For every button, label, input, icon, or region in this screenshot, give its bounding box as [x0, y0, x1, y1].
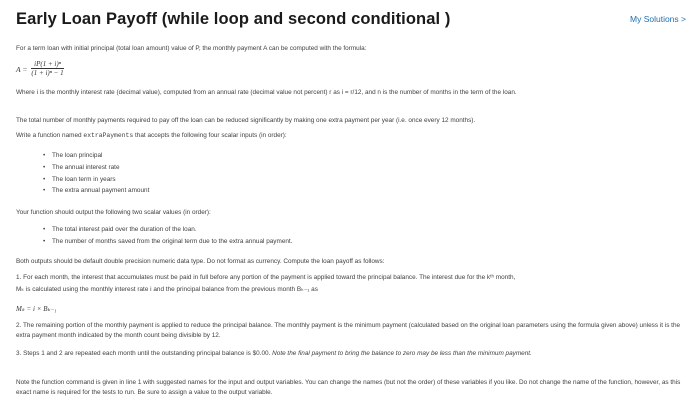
list-item: • The number of months saved from the original term due to the extra annual payment. — [52, 236, 293, 248]
where-text: Where i is the monthly interest rate (decimal value), computed from an annual rate (decimal value not percent) r as i = r/12, and n is the number of months in the term of the loan. — [16, 89, 517, 96]
step-3-text — [16, 349, 684, 359]
final-note-text: Note the function command is given in line 1 with suggested names for the input and output variables. You can change the names (but not the order) of these variables if you like. Do not change the name of the function, however, as this exact name is required for the tests to run. Be sure to assign a value to the output variable. — [16, 379, 681, 396]
my-solutions-link[interactable]: My Solutions > — [630, 14, 686, 24]
list-item: • The extra annual payment amount — [52, 185, 149, 197]
step-3-note: Note the final payment to bring the balance to zero may be less than the minimum payment. — [272, 350, 532, 357]
step-1-line-1: 1. For each month, the interest that accumulates must be paid in full before any portion of the payment is applied toward the principal balance. The interest due for the kᵗʰ month, — [16, 274, 516, 281]
formula-lhs: A = — [16, 64, 28, 74]
output-intro-text: Your function should output the following two scalar values (in order): — [16, 209, 211, 216]
formula-denominator: (1 + i)ⁿ − 1 — [31, 69, 64, 78]
list-item: • The loan term in years — [52, 174, 149, 186]
function-name-code: extraPayments — [83, 132, 134, 139]
double-precision-text: Both outputs should be default double precision numeric data type. Do not format as currency. Compute the loan payoff as follows: — [16, 258, 385, 265]
list-item: • The total interest paid over the duration of the loan. — [52, 224, 293, 236]
outputs-list — [52, 224, 293, 248]
intro-text: For a term loan with initial principal (total loan amount) value of P, the monthly payment A can be computed with the formula: — [16, 45, 367, 52]
write-function-text — [16, 131, 684, 141]
formula-fraction — [31, 60, 63, 78]
step-3-main: 3. Steps 1 and 2 are repeated each month until the outstanding principal balance is $0.00. — [16, 350, 273, 357]
formula-numerator: iP(1 + i)ⁿ — [31, 60, 63, 69]
total-payments-text: The total number of monthly payments required to pay off the loan can be reduced significantly by making one extra payment per year (i.e. once every 12 months). — [16, 117, 476, 124]
page-title: Early Loan Payoff (while loop and second conditional ) — [16, 10, 451, 28]
step-1-line-2: Mₖ is calculated using the monthly interest rate i and the principal balance from the previous month Bₖ₋₁ as — [16, 286, 318, 293]
interest-formula: Mₖ = i × Bₖ₋₁ — [16, 305, 57, 313]
step-2-text: 2. The remaining portion of the monthly payment is applied to reduce the principal balance. The monthly payment is the minimum payment (calculated based on the original loan parameters using the formula given above) unless it is the extra payment month indicated by the month count being divisible by 12. — [16, 322, 681, 339]
list-item: • The annual interest rate — [52, 162, 149, 174]
inputs-list — [52, 150, 149, 197]
list-item: • The loan principal — [52, 150, 149, 162]
payment-formula — [16, 60, 64, 78]
write-function-prefix: Write a function named — [16, 132, 84, 139]
write-function-suffix: that accepts the following four scalar inputs (in order): — [133, 132, 287, 139]
